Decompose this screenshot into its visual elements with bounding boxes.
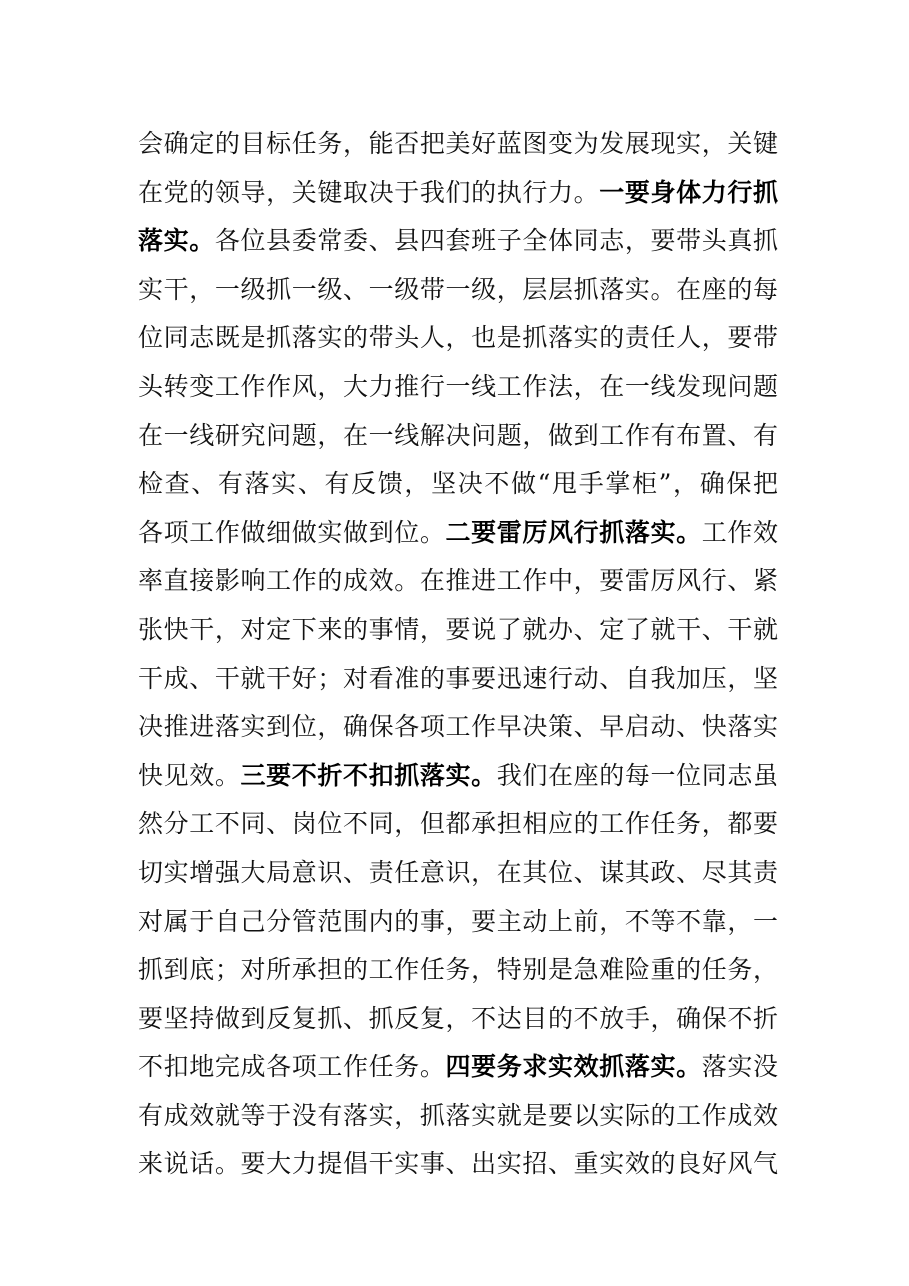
body-text-segment: 决推进落实到位，确保各项工作早决策、早启动、快落实 — [138, 712, 778, 742]
body-text-segment: 头转变工作作风，大力推行一线工作法，在一线发现问题 — [138, 371, 778, 401]
body-text-segment: 各位县委常委、县四套班子全体同志，要带头真抓 — [214, 226, 778, 256]
text-line — [138, 1043, 778, 1092]
text-line — [138, 509, 778, 558]
body-text-segment: 有成效就等于没有落实，抓落实就是要以实际的工作成效 — [138, 1100, 778, 1130]
text-line — [138, 460, 778, 509]
body-text-segment: 各项工作做细做实做到位。 — [138, 517, 446, 547]
text-line — [138, 898, 778, 947]
body-text-segment: 切实增强大局意识、责任意识，在其位、谋其政、尽其责 — [138, 857, 778, 887]
text-line — [138, 217, 778, 266]
text-line — [138, 1092, 778, 1141]
text-line — [138, 703, 778, 752]
text-line — [138, 946, 778, 995]
text-line — [138, 752, 778, 801]
body-text-segment: 快见效。 — [138, 760, 241, 790]
body-text-segment: 对属于自己分管范围内的事，要主动上前，不等不靠，一 — [138, 906, 778, 936]
text-line — [138, 849, 778, 898]
body-text-segment: 不扣地完成各项工作任务。 — [138, 1052, 446, 1082]
bold-heading-phrase: 三要不折不扣抓落实。 — [240, 760, 497, 790]
body-text-segment: 落实没 — [701, 1052, 778, 1082]
body-text-segment: 来说话。要大力提倡干实事、出实招、重实效的良好风气 — [138, 1149, 778, 1179]
body-text-segment: 位同志既是抓落实的带头人，也是抓落实的责任人，要带 — [138, 323, 778, 353]
body-text-segment: 在一线研究问题，在一线解决问题，做到工作有布置、有 — [138, 420, 778, 450]
body-paragraph — [138, 120, 778, 1189]
bold-heading-phrase: 四要务求实效抓落实。 — [445, 1052, 702, 1082]
text-line — [138, 655, 778, 704]
body-text-segment: 抓到底；对所承担的工作任务，特别是急难险重的任务， — [138, 955, 778, 985]
text-line — [138, 1140, 778, 1189]
text-line — [138, 800, 778, 849]
body-text-segment: 检查、有落实、有反馈，坚决不做“甩手掌柜”，确保把 — [138, 469, 778, 499]
body-text-segment: 要坚持做到反复抓、抓反复，不达目的不放手，确保不折 — [138, 1003, 778, 1033]
text-line — [138, 557, 778, 606]
bold-heading-phrase: 一要身体力行抓 — [599, 177, 778, 207]
bold-heading-phrase: 落实。 — [138, 226, 215, 256]
text-line — [138, 169, 778, 218]
body-text-segment: 我们在座的每一位同志虽 — [496, 760, 778, 790]
body-text-segment: 在党的领导，关键取决于我们的执行力。 — [138, 177, 600, 207]
text-line — [138, 266, 778, 315]
text-line — [138, 412, 778, 461]
body-text-segment: 干成、干就干好；对看准的事要迅速行动、自我加压，坚 — [138, 663, 778, 693]
body-text-segment: 率直接影响工作的成效。在推进工作中，要雷厉风行、紧 — [138, 566, 778, 596]
bold-heading-phrase: 二要雷厉风行抓落实。 — [445, 517, 702, 547]
text-line — [138, 363, 778, 412]
body-text-segment: 然分工不同、岗位不同，但都承担相应的工作任务，都要 — [138, 809, 778, 839]
text-line — [138, 120, 778, 169]
text-line — [138, 606, 778, 655]
body-text-segment: 实干，一级抓一级、一级带一级，层层抓落实。在座的每 — [138, 274, 778, 304]
text-line — [138, 314, 778, 363]
body-text-segment: 工作效 — [701, 517, 778, 547]
body-text-segment: 张快干，对定下来的事情，要说了就办、定了就干、干就 — [138, 614, 778, 644]
text-line — [138, 995, 778, 1044]
body-text-segment: 会确定的目标任务，能否把美好蓝图变为发展现实，关键 — [138, 129, 778, 158]
